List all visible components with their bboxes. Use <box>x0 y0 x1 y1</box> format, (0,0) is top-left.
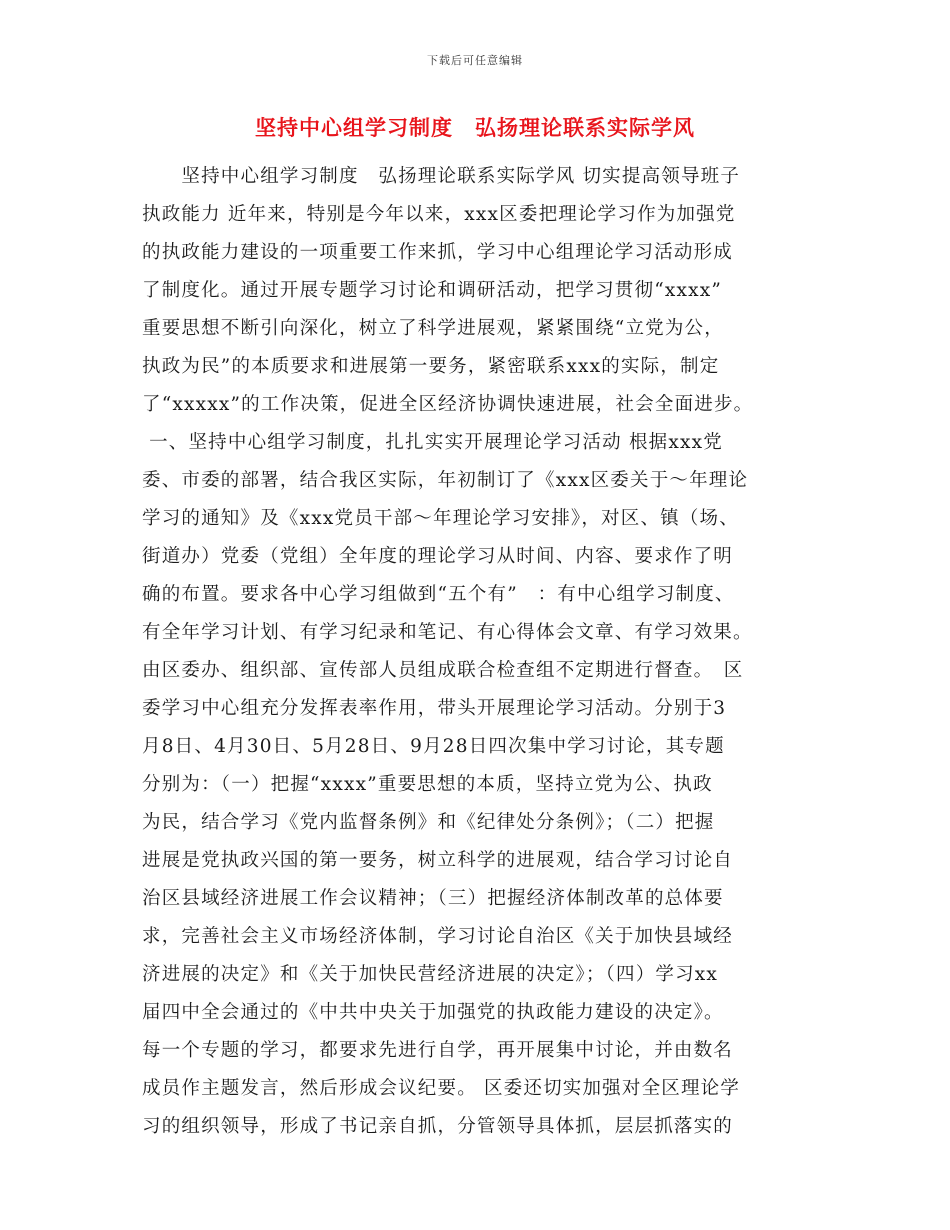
header-note: 下载后可任意编辑 <box>427 54 523 67</box>
body-line: 届四中全会通过的《中共中央关于加强党的执政能力建设的决定》。 <box>142 1002 724 1023</box>
body-line: 执政为民”的本质要求和进展第一要务，紧密联系xxx的实际，制定 <box>142 356 720 377</box>
body-line: 委学习中心组充分发挥表率作用，带头开展理论学习活动。分别于3 <box>142 698 727 719</box>
body-line: 求，完善社会主义市场经济体制，学习讨论自治区《关于加快县域经 <box>142 926 734 947</box>
document-title: 坚持中心组学习制度 弘扬理论联系实际学风 <box>255 116 695 140</box>
body-line: 一、坚持中心组学习制度，扎扎实实开展理论学习活动 根据xxx党 <box>142 432 723 453</box>
body-line: 的执政能力建设的一项重要工作来抓，学习中心组理论学习活动形成 <box>142 242 734 263</box>
body-line: 由区委办、组织部、宣传部人员组成联合检查组不定期进行督查。 区 <box>142 660 744 681</box>
body-line: 委、市委的部署，结合我区实际，年初制订了《xxx区委关于～年理论 <box>142 470 749 491</box>
body-line: 了“xxxxx”的工作决策，促进全区经济协调快速进展，社会全面进步。 <box>142 394 754 415</box>
body-line: 月8日、4月30日、5月28日、9月28日四次集中学习讨论，其专题 <box>142 736 725 757</box>
body-line: 习的组织领导，形成了书记亲自抓，分管领导具体抓，层层抓落实的 <box>142 1116 734 1137</box>
body-line: 执政能力 近年来，特别是今年以来，xxx区委把理论学习作为加强党 <box>142 204 736 225</box>
body-line: 坚持中心组学习制度 弘扬理论联系实际学风 切实提高领导班子 <box>142 166 741 187</box>
body-line: 为民，结合学习《党内监督条例》和《纪律处分条例》；（二）把握 <box>142 812 715 833</box>
document-body <box>142 158 822 1146</box>
body-line: 学习的通知》及《xxx党员干部～年理论学习安排》，对区、镇（场、 <box>142 508 739 529</box>
body-line: 重要思想不断引向深化，树立了科学进展观，紧紧围绕“立党为公， <box>142 318 724 339</box>
body-line: 确的布置。要求各中心学习组做到“五个有” ：有中心组学习制度、 <box>142 584 735 605</box>
body-line: 有全年学习计划、有学习纪录和笔记、有心得体会文章、有学习效果。 <box>142 622 753 643</box>
body-line: 了制度化。通过开展专题学习讨论和调研活动，把学习贯彻“xxxx” <box>142 280 723 301</box>
body-line: 治区县域经济进展工作会议精神；（三）把握经济体制改革的总体要 <box>142 888 724 909</box>
body-line: 进展是党执政兴国的第一要务，树立科学的进展观，结合学习讨论自 <box>142 850 734 871</box>
body-line: 街道办）党委（党组）全年度的理论学习从时间、内容、要求作了明 <box>142 546 734 567</box>
body-line: 每一个专题的学习，都要求先进行自学，再开展集中讨论，并由数名 <box>142 1040 734 1061</box>
body-line: 分别为：（一）把握“xxxx”重要思想的本质，坚持立党为公、执政 <box>142 774 713 795</box>
body-line: 成员作主题发言，然后形成会议纪要。 区委还切实加强对全区理论学 <box>142 1078 741 1099</box>
body-line: 济进展的决定》和《关于加快民营经济进展的决定》；（四）学习xx <box>142 964 719 985</box>
